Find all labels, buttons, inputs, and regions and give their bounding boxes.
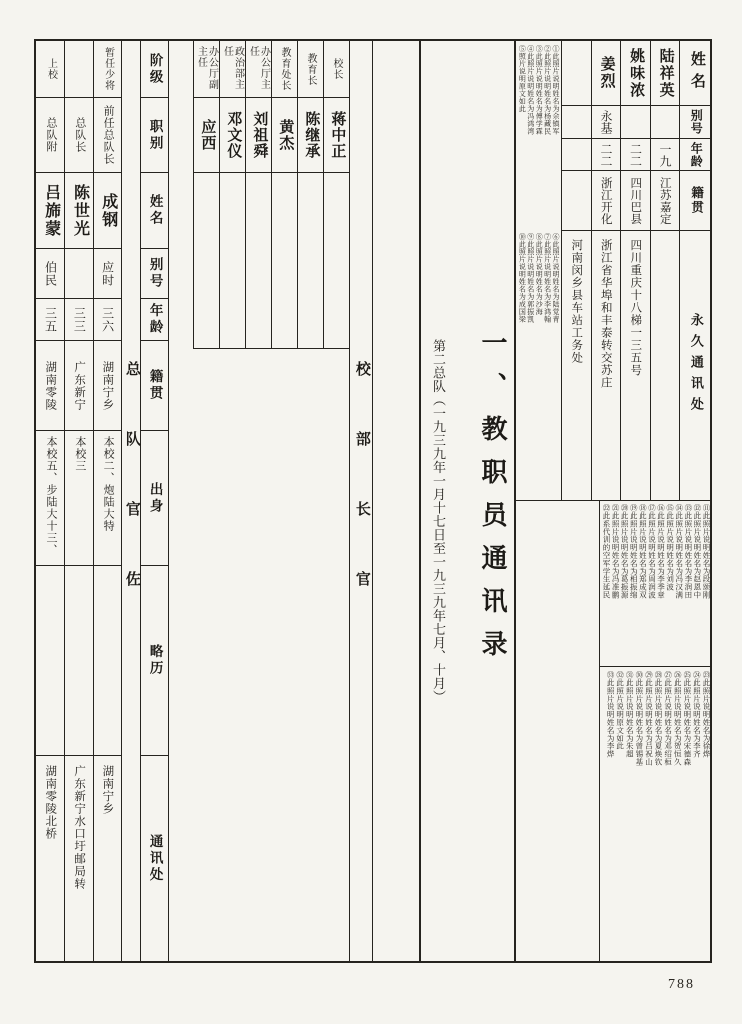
hq-title-cell <box>324 41 349 98</box>
members-section <box>516 41 712 961</box>
member-address-cell <box>592 231 621 500</box>
hq-empty-cell <box>324 173 349 349</box>
name-cell <box>36 173 64 249</box>
hq-name-cell <box>246 98 271 173</box>
position-cell <box>36 98 64 173</box>
field-header-cell <box>141 756 168 961</box>
name-cell <box>65 173 92 249</box>
member-alias-value: 永基 <box>599 110 614 134</box>
hq-empty-cell <box>272 173 297 349</box>
hq-title-cell <box>220 41 245 98</box>
career-cell <box>65 566 92 756</box>
name-cell <box>94 173 121 249</box>
age-cell <box>36 299 64 341</box>
member-field-header-label: 姓名 <box>688 51 705 95</box>
member-field-header-label: 籍贯 <box>689 186 704 215</box>
editorial-note: ⑮此照片说明姓名为刘波 <box>665 504 675 591</box>
field-header-label: 年龄 <box>147 303 163 336</box>
name-value: 成钢 <box>99 192 117 229</box>
address-cell <box>36 756 64 961</box>
address-cell <box>65 756 92 961</box>
member-alias-cell <box>562 106 591 139</box>
editorial-note: ②此照片说明姓名为杨藏民 <box>543 45 552 135</box>
main-title-text: 一、教职员通讯录 <box>478 329 507 673</box>
editorial-note: ㉜此照片说明原文如此 <box>615 671 625 750</box>
table-frame <box>34 39 712 963</box>
member-entry <box>650 41 680 500</box>
editorial-note: ⑳此照片说明姓名为葛振源 <box>620 504 630 599</box>
hq-title-cell <box>246 41 271 98</box>
hq-name-cell <box>298 98 323 173</box>
alias-cell <box>65 249 92 299</box>
alias-cell <box>36 249 64 299</box>
hq-officer-entry <box>193 41 219 349</box>
hq-name-value: 蒋中正 <box>329 111 346 159</box>
origin-cell <box>36 431 64 566</box>
editorial-note: ⑲此照片说明姓名为相振绵 <box>629 504 639 599</box>
member-field-header-cell <box>680 106 712 139</box>
hq-officer-entry <box>297 41 323 349</box>
rank-value: 暂任少将 <box>102 47 114 91</box>
hq-name-cell <box>324 98 349 173</box>
members-table <box>516 41 712 501</box>
corps-officer-entry <box>93 41 121 961</box>
hq-name-value: 黄杰 <box>277 119 294 151</box>
editorial-note: ㉛此照片说明姓名为朱超 <box>625 671 635 758</box>
member-field-header-label: 永久通讯处 <box>688 313 704 418</box>
age-value: 三三 <box>72 306 87 333</box>
native-place-cell <box>36 341 64 431</box>
origin-value: 本校二、炮陆大特 <box>102 436 115 532</box>
hq-title-cell <box>298 41 323 98</box>
field-header-label: 籍贯 <box>147 369 163 402</box>
editorial-note: ⑨此照片说明姓名为郭振凯 <box>526 233 535 323</box>
rank-cell <box>65 41 92 98</box>
member-age-cell <box>592 139 621 171</box>
member-age-cell <box>651 139 680 171</box>
editorial-note: ⑫此照片说明姓名为赵恩中 <box>692 504 702 599</box>
name-value: 陈世光 <box>71 183 89 238</box>
age-cell <box>94 299 121 341</box>
alias-value: 应时 <box>100 260 115 287</box>
member-address-cell <box>651 231 680 500</box>
field-header-cell <box>141 173 168 249</box>
hq-name-value: 邓文仪 <box>225 111 242 159</box>
hq-section-label: 校部长官 <box>353 361 370 641</box>
editorial-note: ④此照片说明姓名为冯鸿湾 <box>526 45 535 135</box>
native-place-value: 湖南宁乡 <box>101 360 114 411</box>
hq-empty-cell <box>194 173 219 349</box>
field-header-label: 职别 <box>147 118 163 152</box>
hq-empty-cell <box>220 173 245 349</box>
member-name-cell <box>651 41 680 106</box>
member-entry <box>561 41 591 500</box>
hq-title-value: 政治部主任 <box>221 46 244 90</box>
age-value: 三五 <box>43 306 58 333</box>
member-address-value: 四川重庆十八梯一三五号 <box>629 239 642 377</box>
editorial-note: ㉑此照片说明姓名为冯准鹏 <box>611 504 621 599</box>
member-field-header-cell <box>680 231 712 500</box>
member-field-header-label: 年龄 <box>689 141 704 168</box>
age-cell <box>65 299 92 341</box>
member-age-value: 二二 <box>599 142 614 167</box>
editorial-note: ㉚此照片说明姓名为曾锡基 <box>634 671 644 766</box>
staff-table-section <box>36 41 421 961</box>
field-header-label: 别号 <box>147 257 163 290</box>
member-alias-cell <box>592 106 621 139</box>
address-value: 广东新宁水口圩邮局转 <box>73 765 86 890</box>
member-native-cell <box>562 171 591 231</box>
editorial-note: ㉔此照片说明姓名为李齐 <box>692 671 702 758</box>
member-native-value: 江苏嘉定 <box>658 176 671 225</box>
hq-title-value: 教育长 <box>305 52 316 86</box>
member-columns <box>561 41 679 500</box>
member-address-cell <box>621 231 650 500</box>
field-header-cell <box>141 249 168 299</box>
field-header-label: 出身 <box>147 481 163 515</box>
origin-cell <box>65 431 92 566</box>
notes-block-1 <box>518 45 560 231</box>
hq-officer-entry <box>219 41 245 349</box>
member-native-value: 浙江开化 <box>599 176 612 225</box>
position-value: 前任总队长 <box>102 105 115 165</box>
native-place-value: 湖南零陵 <box>44 360 57 411</box>
field-header-label: 通讯处 <box>147 833 163 884</box>
member-age-cell <box>562 139 591 171</box>
hq-officer-entry <box>323 41 349 349</box>
hq-empty-cell <box>298 173 323 349</box>
corps-officer-entry <box>64 41 92 961</box>
editorial-note: ①此照片说明姓名为佘镇军 <box>552 45 560 135</box>
position-cell <box>94 98 121 173</box>
corps-section-label: 总队官佐 <box>123 361 140 641</box>
hq-title-value: 教育处长 <box>279 47 290 91</box>
page-number: 788 <box>668 977 695 992</box>
member-name-value: 姚味浓 <box>628 47 645 99</box>
editorial-note: ⑰此照片说明姓名为周润波 <box>647 504 657 599</box>
notes-divider-line <box>600 666 712 667</box>
address-value: 湖南宁乡 <box>101 765 114 815</box>
editorial-note: ㉕此照片说明姓名为宋德森 <box>682 671 692 766</box>
rank-cell <box>94 41 121 98</box>
hq-name-value: 陈继承 <box>303 111 320 159</box>
hq-name-cell <box>272 98 297 173</box>
rank-value: 上校 <box>45 58 57 80</box>
hq-officer-entry <box>245 41 271 349</box>
notes-block-4 <box>601 671 711 957</box>
field-header-cell <box>141 41 168 98</box>
member-field-header-cell <box>680 171 712 231</box>
notes-strip-top <box>516 41 562 500</box>
editorial-note: ⑦此照片说明姓名为李鸿翰 <box>543 233 552 323</box>
editorial-note: ⑱此照片说明姓名为郑成双 <box>638 504 648 599</box>
editorial-note: ⑯此照片说明姓名为李季章 <box>656 504 666 599</box>
field-header-cell <box>141 566 168 756</box>
hq-empty-cell <box>246 173 271 349</box>
notes-block-3 <box>601 504 711 663</box>
native-place-cell <box>65 341 92 431</box>
hq-section-label-strip <box>349 41 373 961</box>
member-address-value: 浙江省华埠和丰泰转交苏庄 <box>599 239 612 389</box>
hq-title-value: 办公厅主任 <box>247 46 270 90</box>
blank-strip <box>373 41 419 961</box>
corps-officer-columns <box>36 41 121 961</box>
subtitle-text: 第二总队（一九三九年一月十七日至一九三九年七月、十月） <box>430 339 446 704</box>
member-address-value: 河南闵乡县车站工务处 <box>570 239 583 364</box>
member-age-value: 二二 <box>628 142 643 167</box>
hq-title-value: 办公厅副主任 <box>195 46 218 90</box>
member-address-cell <box>562 231 591 500</box>
subtitle-block <box>430 339 445 709</box>
field-header-label: 略历 <box>147 644 163 677</box>
member-age-cell <box>621 139 650 171</box>
editorial-note: ㉓此照片说明姓名为徐烨 <box>702 671 711 758</box>
hq-title-cell <box>272 41 297 98</box>
rank-cell <box>36 41 64 98</box>
member-name-value: 陆祥英 <box>657 47 674 99</box>
hq-name-cell <box>220 98 245 173</box>
field-header-label: 姓名 <box>147 194 163 227</box>
editorial-note: ㉝此照片说明姓名为李烨 <box>606 671 616 758</box>
field-header-cell <box>141 431 168 566</box>
career-cell <box>36 566 64 756</box>
editorial-note: ⑭此照片说明姓名为冯汉满 <box>674 504 684 599</box>
editorial-note: ⑩此照片说明姓名为成国梁 <box>518 233 527 323</box>
editorial-note: ㉗此照片说明姓名为邓绍桓 <box>663 671 673 766</box>
origin-value: 本校五、步陆大十三、 <box>45 436 58 556</box>
corps-section-label-strip <box>121 41 141 961</box>
hq-title-cell <box>194 41 219 98</box>
member-field-header-label: 别号 <box>689 109 704 135</box>
field-header-cell <box>141 98 168 173</box>
native-place-value: 广东新宁 <box>73 360 86 411</box>
address-value: 湖南零陵北桥 <box>44 765 57 840</box>
editorial-note: ⑬此照片说明姓名为李润田 <box>683 504 693 599</box>
notes-block-2 <box>518 233 560 497</box>
member-native-cell <box>621 171 650 231</box>
member-name-cell <box>621 41 650 106</box>
hq-name-cell <box>194 98 219 173</box>
address-cell <box>94 756 121 961</box>
position-value: 总队附 <box>45 117 58 153</box>
editorial-note: ㉙此照片说明姓名为吕祝山 <box>644 671 654 766</box>
member-field-header-cell <box>680 41 712 106</box>
member-entry <box>591 41 621 500</box>
native-place-cell <box>94 341 121 431</box>
name-value: 吕旆蒙 <box>42 183 60 238</box>
field-header-cell <box>141 341 168 431</box>
notes-bottom-area <box>599 501 712 961</box>
editorial-note: ③此照片说明姓名为傅学霖 <box>535 45 544 135</box>
member-name-value: 姜烈 <box>598 56 615 90</box>
field-header-label: 阶级 <box>147 52 163 86</box>
field-header-strip <box>141 41 169 961</box>
editorial-note: ⑤照片说明原文如此 <box>518 45 527 113</box>
hq-officer-columns <box>169 41 349 349</box>
hq-name-value: 应西 <box>199 119 216 151</box>
member-native-value: 四川巴县 <box>629 176 642 225</box>
hq-officer-entry <box>271 41 297 349</box>
editorial-note: ㉖此照片说明姓名为贺恒久 <box>673 671 683 766</box>
member-native-cell <box>592 171 621 231</box>
member-field-header-strip <box>679 41 712 500</box>
origin-value: 本校三 <box>73 436 86 472</box>
member-alias-cell <box>651 106 680 139</box>
position-value: 总队长 <box>73 117 86 153</box>
corps-officer-entry <box>36 41 64 961</box>
editorial-note: ⑧此照片说明姓名为沙海 <box>535 233 544 316</box>
member-field-header-cell <box>680 139 712 171</box>
editorial-note: ⑪此照片说明姓名为段颂刚 <box>702 504 711 599</box>
position-cell <box>65 98 92 173</box>
editorial-note: ㉘此照片说明姓名为夏焕钦 <box>654 671 664 766</box>
career-cell <box>94 566 121 756</box>
alias-value: 伯民 <box>43 260 58 287</box>
member-native-cell <box>651 171 680 231</box>
editorial-note: ㉒此系代训的空军学生延民 <box>601 504 611 599</box>
member-entry <box>620 41 650 500</box>
member-name-cell <box>592 41 621 106</box>
field-header-cell <box>141 299 168 341</box>
editorial-note: ⑥此照片说明姓名为陆觉青 <box>552 233 560 323</box>
member-name-cell <box>562 41 591 106</box>
hq-title-value: 校长 <box>331 58 342 80</box>
member-age-value: 一九 <box>658 142 673 167</box>
hq-name-value: 刘祖舜 <box>251 111 268 159</box>
member-alias-cell <box>621 106 650 139</box>
origin-cell <box>94 431 121 566</box>
alias-cell <box>94 249 121 299</box>
title-section <box>421 41 516 961</box>
main-title-block <box>479 329 506 678</box>
age-value: 三六 <box>100 306 115 333</box>
